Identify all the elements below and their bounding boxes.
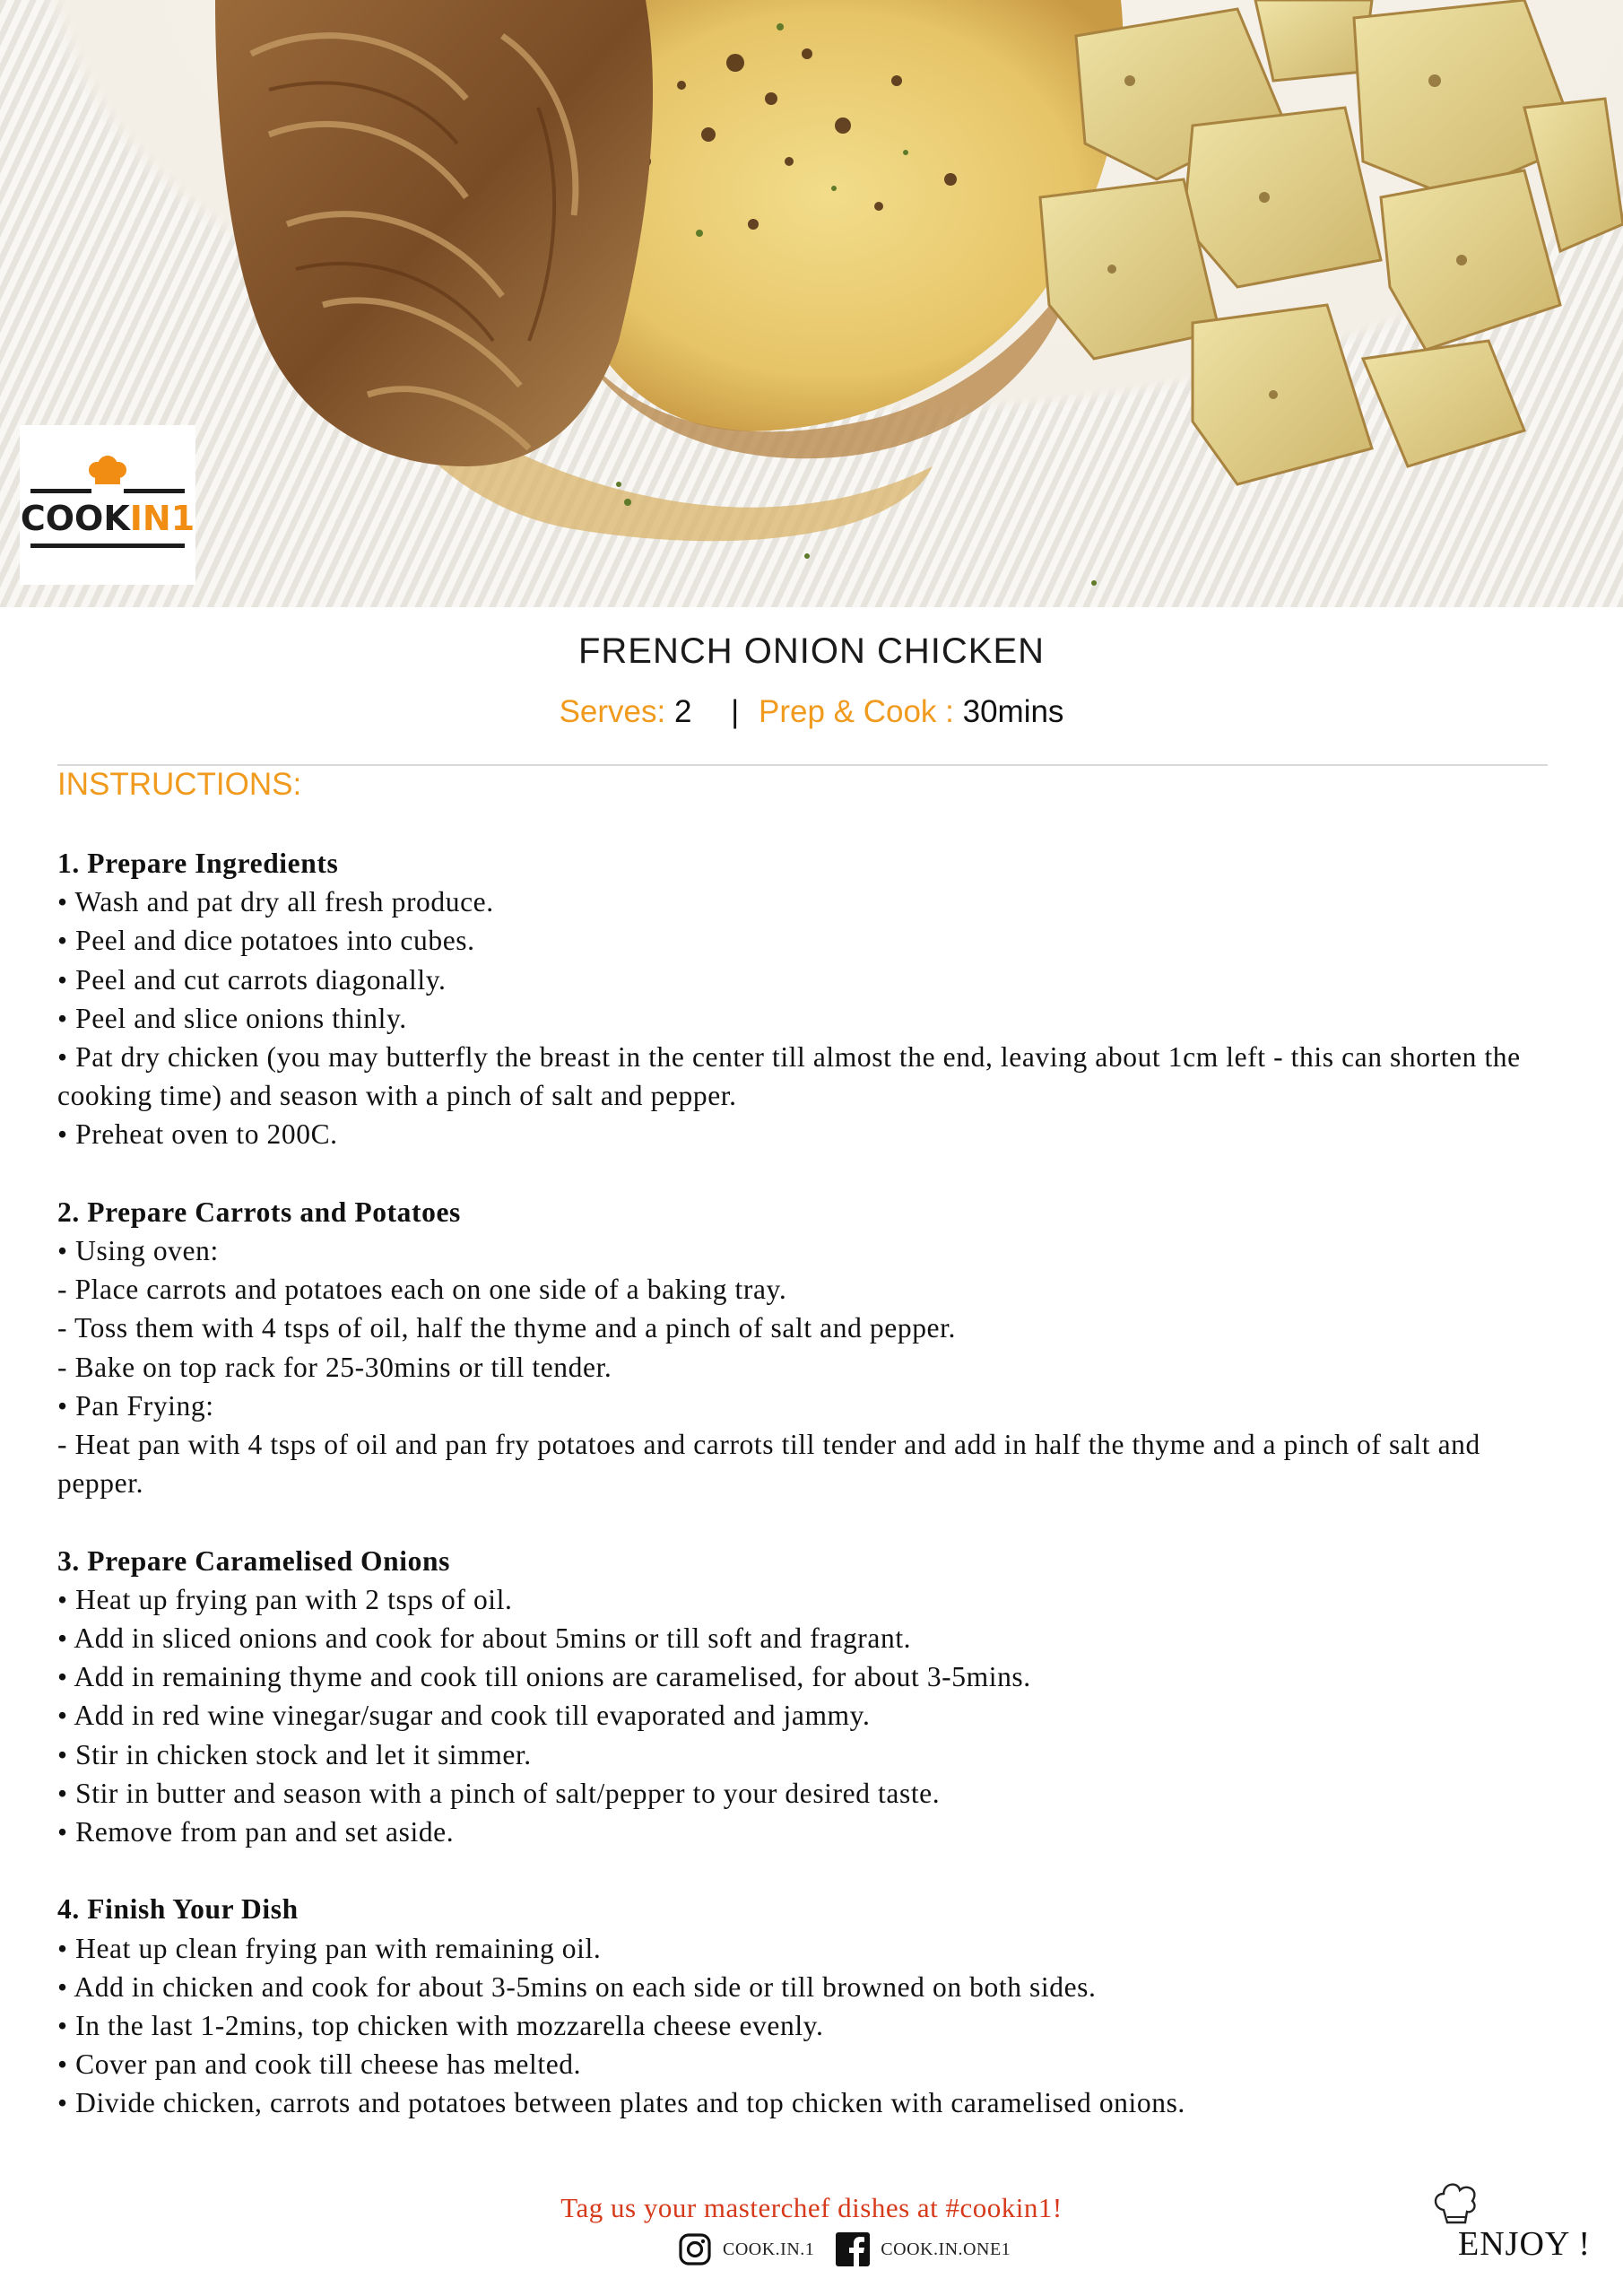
step-line: • Add in sliced onions and cook for about 5mins or till soft and fragrant. (57, 1622, 912, 1655)
step-line: • Divide chicken, carrots and potatoes between plates and top chicken with caramelised onions. (57, 2087, 1185, 2119)
step-line: • Wash and pat dry all fresh produce. (57, 886, 494, 918)
enjoy-text: ENJOY ! (1458, 2225, 1592, 2263)
facebook-icon[interactable] (836, 2232, 870, 2266)
recipe-meta (0, 694, 1623, 730)
step-2 (57, 1193, 1564, 1503)
chef-hat-icon (1428, 2174, 1485, 2231)
step-line: • Preheat oven to 200C. (57, 1118, 338, 1151)
step-title: 4. Finish Your Dish (57, 1893, 299, 1926)
step-line: • In the last 1-2mins, top chicken with mozzarella cheese evenly. (57, 2010, 824, 2042)
step-line: - Toss them with 4 tsps of oil, half the thyme and a pinch of salt and pepper. (57, 1312, 956, 1344)
step-line: - Bake on top rack for 25-30mins or till tender. (57, 1351, 612, 1383)
instagram-icon[interactable] (678, 2232, 712, 2266)
step-line: • Heat up frying pan with 2 tsps of oil. (57, 1583, 513, 1615)
step-3 (57, 1542, 1564, 1852)
social-links (678, 2230, 1032, 2269)
step-line: • Stir in chicken stock and let it simmer. (57, 1738, 532, 1770)
step-title: 3. Prepare Caramelised Onions (57, 1544, 450, 1577)
step-line: • Add in red wine vinegar/sugar and cook till evaporated and jammy. (57, 1700, 871, 1732)
step-line: - Heat pan with 4 tsps of oil and pan fry potatoes and carrots till tender and add in half the thyme and a pinch of salt and pepper. (57, 1429, 1480, 1500)
meta-separator: | (731, 694, 740, 729)
step-title: 1. Prepare Ingredients (57, 848, 339, 879)
step-line: - Place carrots and potatoes each on one side of a baking tray. (57, 1274, 787, 1306)
step-line: • Peel and dice potatoes into cubes. (57, 925, 475, 957)
step-line: • Cover pan and cook till cheese has melted. (57, 2048, 582, 2081)
logo-wordmark: COOKIN1 (20, 499, 195, 538)
header-divider (57, 764, 1548, 766)
time-value: 30mins (962, 694, 1064, 729)
step-line: • Remove from pan and set aside. (57, 1816, 455, 1848)
instructions-heading: INSTRUCTIONS: (57, 767, 302, 802)
step-line: • Stir in butter and season with a pinch of salt/pepper to your desired taste. (57, 1777, 941, 1809)
step-line: • Heat up clean frying pan with remaining oil. (57, 1932, 602, 1964)
serves-label: Serves: (559, 694, 666, 729)
hero-food-photo (0, 0, 1623, 607)
step-line: • Peel and cut carrots diagonally. (57, 963, 447, 996)
step-line: • Add in chicken and cook for about 3-5mins on each side or till browned on both sides. (57, 1970, 1097, 2003)
facebook-handle[interactable]: COOK.IN.ONE1 (881, 2239, 1011, 2259)
time-label: Prep & Cook : (758, 694, 954, 729)
step-line: • Peel and slice onions thinly. (57, 1002, 407, 1034)
step-line: • Add in remaining thyme and cook till onions are caramelised, for about 3-5mins. (57, 1661, 1031, 1693)
step-line: • Pat dry chicken (you may butterfly the breast in the center till almost the end, leaving about 1cm left - this can shorten the cooking time) and season with a pinch of salt and pepper. (57, 1041, 1521, 1112)
step-line: • Using oven: (57, 1235, 219, 1267)
serves-value: 2 (673, 694, 692, 729)
cookin1-logo (20, 425, 195, 585)
step-1 (57, 844, 1564, 1154)
footer-tagline: Tag us your masterchef dishes at #cookin1! (560, 2192, 1063, 2223)
recipe-title: FRENCH ONION CHICKEN (577, 631, 1046, 671)
step-title: 2. Prepare Carrots and Potatoes (57, 1196, 461, 1228)
dish-illustration (0, 0, 1623, 607)
instagram-handle[interactable]: COOK.IN.1 (723, 2239, 815, 2259)
instruction-steps (57, 844, 1564, 2161)
step-4 (57, 1890, 1564, 2122)
step-line: • Pan Frying: (57, 1389, 214, 1422)
